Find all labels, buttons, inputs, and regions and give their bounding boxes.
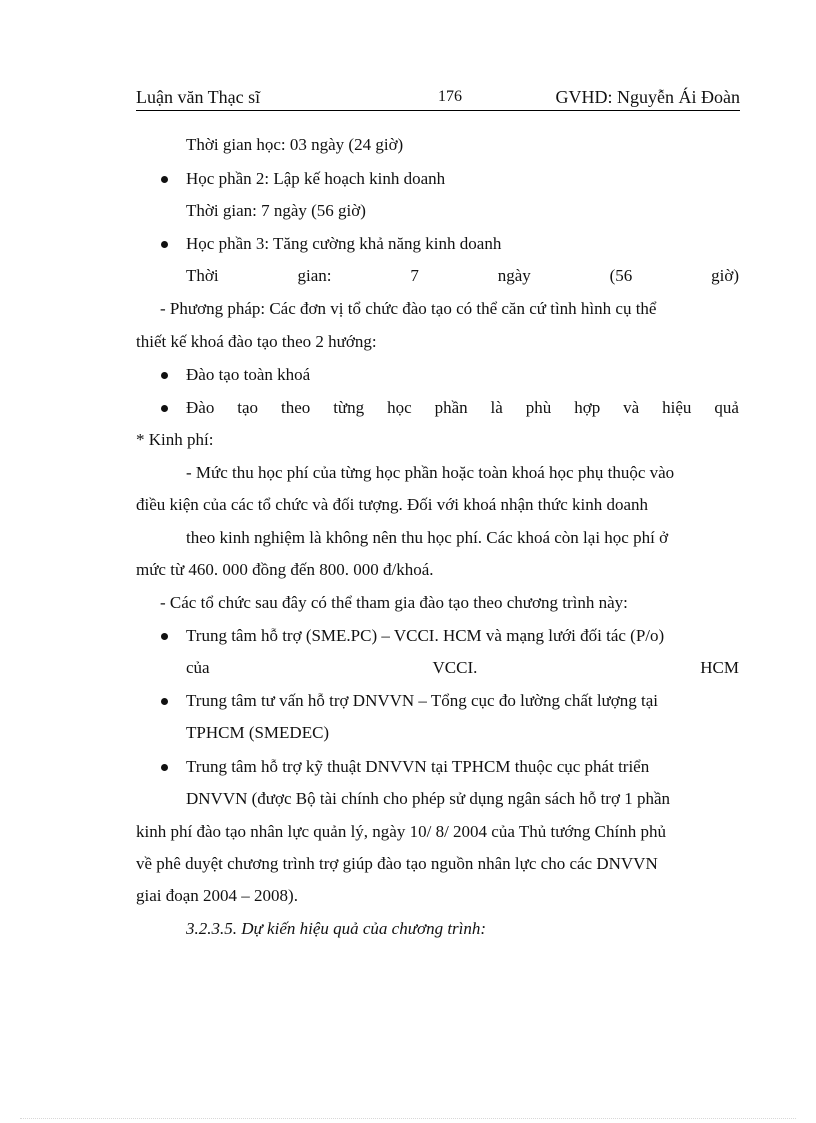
text-line: theo kinh nghiệm là không nên thu học phí. Các khoá còn lại học phí ở [186, 528, 669, 547]
word: HCM [700, 658, 739, 677]
page-header [136, 86, 740, 111]
text-line: Học phần 2: Lập kế hoạch kinh doanh [186, 169, 446, 188]
word: VCCI. [432, 658, 478, 677]
text-line: Trung tâm hỗ trợ kỹ thuật DNVVN tại TPHCM thuộc cục phát triển [186, 757, 650, 776]
section-heading: 3.2.3.5. Dự kiến hiệu quả của chương trình: [186, 919, 487, 938]
bullet-icon [161, 241, 168, 248]
bullet-icon [161, 372, 168, 379]
text-line: Thời gian học: 03 ngày (24 giờ) [186, 135, 404, 154]
page-number: 176 [438, 88, 462, 105]
word: (56 [609, 266, 633, 285]
word: theo [280, 398, 311, 417]
word: Thời [186, 266, 219, 285]
word: giờ) [711, 266, 739, 285]
word: 7 [410, 266, 419, 285]
word: phần [434, 398, 468, 417]
justified-line [186, 397, 739, 419]
text-line: * Kinh phí: [136, 430, 214, 449]
justified-line [186, 657, 739, 679]
word: hiệu [662, 398, 692, 417]
text-line: về phê duyệt chương trình trợ giúp đào tạo nguồn nhân lực cho các DNVVN [136, 854, 658, 873]
text-line: kinh phí đào tạo nhân lực quản lý, ngày 10/ 8/ 2004 của Thủ tướng Chính phủ [136, 822, 666, 841]
word: từng [333, 398, 365, 417]
word: hợp [574, 398, 601, 417]
bullet-icon [161, 176, 168, 183]
text-line: giai đoạn 2004 – 2008). [136, 886, 298, 905]
justified-line [186, 265, 739, 287]
text-line: - Các tổ chức sau đây có thể tham gia đào tạo theo chương trình này: [160, 593, 628, 612]
bullet-icon [161, 405, 168, 412]
word: quả [714, 398, 739, 417]
bullet-icon [161, 633, 168, 640]
header-advisor: GVHD: Nguyễn Ái Đoàn [555, 87, 740, 107]
word: là [490, 398, 503, 417]
bullet-icon [161, 764, 168, 771]
word: của [186, 658, 210, 677]
word: phù [525, 398, 552, 417]
text-line: Thời gian: 7 ngày (56 giờ) [186, 201, 366, 220]
word: gian: [297, 266, 332, 285]
word: ngày [497, 266, 531, 285]
word: và [623, 398, 640, 417]
text-line: mức từ 460. 000 đồng đến 800. 000 đ/khoá. [136, 560, 434, 579]
page-bottom-rule [20, 1118, 796, 1119]
word: học [387, 398, 412, 417]
text-line: - Phương pháp: Các đơn vị tổ chức đào tạo có thể căn cứ tình hình cụ thể [160, 299, 657, 318]
text-line: điều kiện của các tổ chức và đối tượng. Đối với khoá nhận thức kinh doanh [136, 495, 649, 514]
word: Đào [186, 398, 215, 417]
header-thesis-type: Luận văn Thạc sĩ [136, 87, 261, 107]
text-line: TPHCM (SMEDEC) [186, 723, 330, 742]
text-line: thiết kế khoá đào tạo theo 2 hướng: [136, 332, 377, 351]
text-line: Trung tâm tư vấn hỗ trợ DNVVN – Tổng cục đo lường chất lượng tại [186, 691, 659, 710]
text-line: Đào tạo toàn khoá [186, 365, 311, 384]
bullet-icon [161, 698, 168, 705]
word: tạo [237, 398, 259, 417]
text-line: Trung tâm hỗ trợ (SME.PC) – VCCI. HCM và mạng lưới đối tác (P/o) [186, 626, 665, 645]
text-line: Học phần 3: Tăng cường khả năng kinh doanh [186, 234, 502, 253]
text-line: DNVVN (được Bộ tài chính cho phép sử dụng ngân sách hỗ trợ 1 phần [186, 789, 670, 808]
text-line: - Mức thu học phí của từng học phần hoặc toàn khoá học phụ thuộc vào [186, 463, 675, 482]
